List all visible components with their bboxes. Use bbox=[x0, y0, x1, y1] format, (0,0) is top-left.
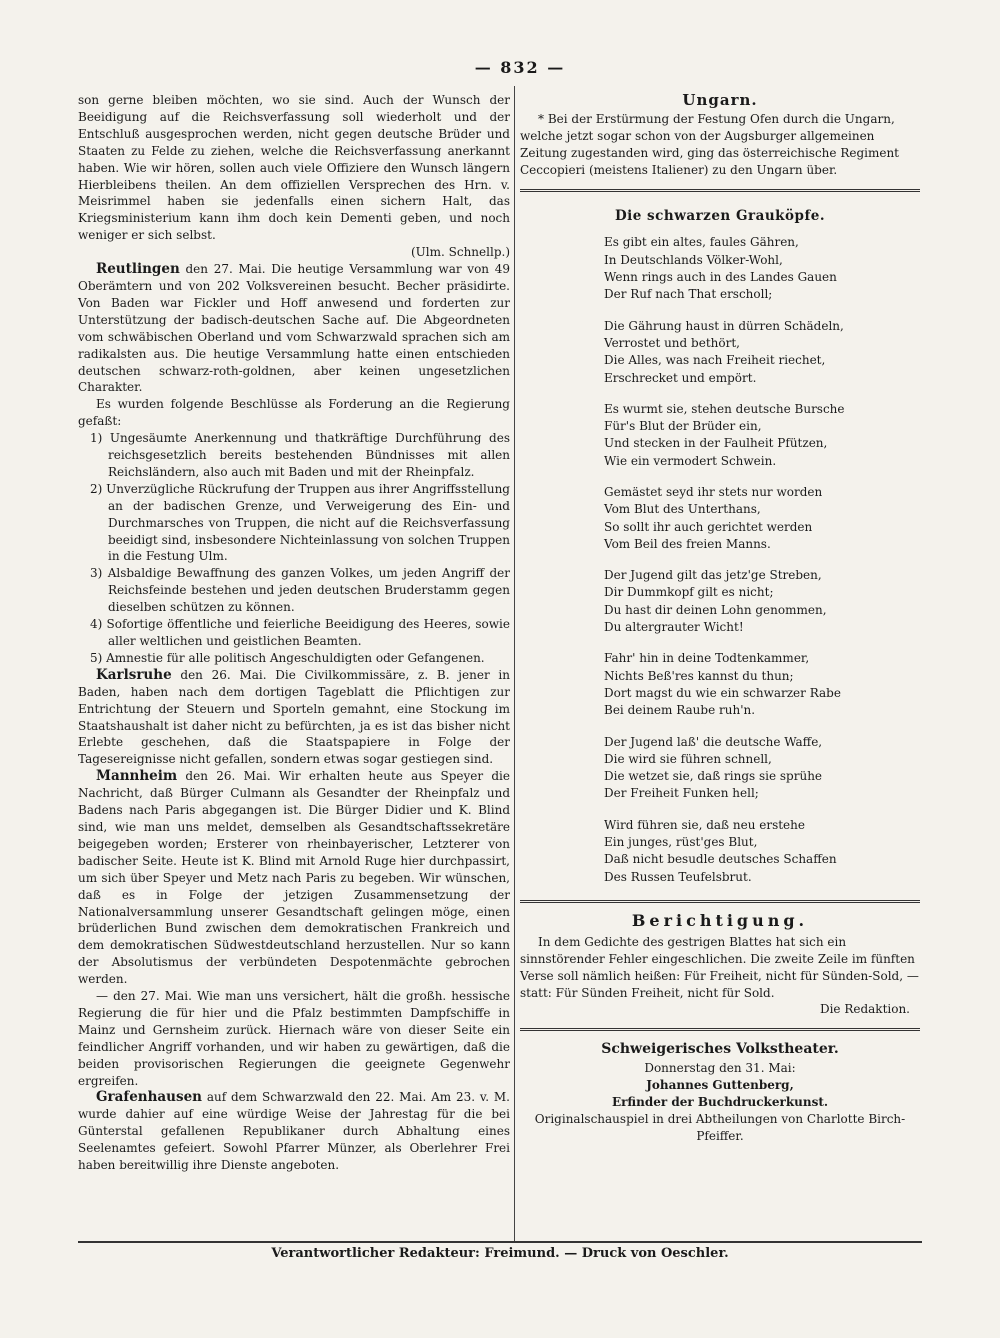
section-heading-ungarn: Ungarn. bbox=[682, 91, 758, 109]
poem-line: Erschrecket und empört. bbox=[604, 370, 757, 385]
poem-stanza bbox=[604, 318, 920, 387]
article-reutlingen: Reutlingen den 27. Mai. Die heutige Versammlung war von 49 Oberämtern und von 202 Volksvereinen besucht. Becher präsidirte. Von Baden war Fickler und Hoff anwesend und forderten zur Unterstützung der badisch-deutschen Sache auf. Die Abgeordneten vom schwäbischen Oberland und vom Schwarzwald sprachen sich am radikalsten aus. Die heutige Versammlung hatte einen entschieden deutschen schwarz-roth-goldnen, aber keinen ungesetzlichen Charakter. bbox=[78, 261, 510, 395]
poem-line: Bei deinem Raube ruh'n. bbox=[604, 703, 756, 718]
poem-line: Nichts Beß'res kannst du thun; bbox=[604, 668, 794, 683]
poem-line: Es wurmt sie, stehen deutsche Bursche bbox=[604, 401, 845, 416]
poem-line: Es gibt ein altes, faules Gähren, bbox=[604, 235, 799, 250]
poem-line: Fahr' hin in deine Todtenkammer, bbox=[604, 651, 810, 666]
resolutions-intro: Es wurden folgende Beschlüsse als Forderung an die Regierung gefaßt: bbox=[78, 397, 510, 429]
poem-stanza bbox=[604, 567, 920, 636]
poem-line: Wenn rings auch in des Landes Gauen bbox=[604, 270, 837, 285]
right-column bbox=[520, 92, 920, 1145]
page-number: — 832 — bbox=[474, 58, 566, 77]
poem-line: Ein junges, rüst'ges Blut, bbox=[604, 835, 758, 850]
poem-line: Für's Blut der Brüder ein, bbox=[604, 419, 762, 434]
poem-line: Der Freiheit Funken hell; bbox=[604, 786, 759, 801]
poem-line: Wie ein vermodert Schwein. bbox=[604, 453, 777, 468]
theater-play-subtitle: Erfinder der Buchdruckerkunst. bbox=[611, 1095, 829, 1110]
correction-signature: Die Redaktion. bbox=[819, 1002, 910, 1017]
poem-line: Vom Beil des freien Manns. bbox=[604, 536, 771, 551]
resolution-item: 2) Unverzügliche Rückrufung der Truppen aus ihrer Angriffsstellung an der badischen Grenze, und Verweigerung des Ein- und Durchmarsches von Truppen, die nicht auf die Reichsverfassung beeidigt sind, insbesondere Nichteinlassung von solchen Truppen in die Festung Ulm. bbox=[90, 481, 510, 564]
resolution-item: 1) Ungesäumte Anerkennung und thatkräftige Durchführung des reichsgesetzlich bereits bestehenden Bündnisses mit allen Reichsländern, also auch mit Baden und mit der Rheinpfalz. bbox=[90, 431, 510, 479]
poem-line: Die Alles, was nach Freiheit riechet, bbox=[604, 353, 826, 368]
theater-play-title: Johannes Guttenberg, bbox=[646, 1078, 794, 1093]
theater-date: Donnerstag den 31. Mai: bbox=[644, 1061, 796, 1076]
poem-stanza bbox=[604, 734, 920, 803]
poem-title: Die schwarzen Grauköpfe. bbox=[614, 207, 826, 224]
poem-stanza bbox=[604, 401, 920, 470]
poem-line: Der Jugend laß' die deutsche Waffe, bbox=[604, 734, 823, 749]
theater-description: Originalschauspiel in drei Abtheilungen von Charlotte Birch-Pfeiffer. bbox=[534, 1112, 906, 1143]
section-divider bbox=[520, 900, 920, 903]
source-note: (Ulm. Schnellp.) bbox=[411, 245, 510, 260]
section-divider bbox=[520, 1028, 920, 1031]
resolution-item: 5) Amnestie für alle politisch Angeschuldigten oder Gefangenen. bbox=[90, 650, 485, 665]
poem-line: Dort magst du wie ein schwarzer Rabe bbox=[604, 685, 841, 700]
poem-line: Gemästet seyd ihr stets nur worden bbox=[604, 485, 823, 499]
place-name: Mannheim bbox=[96, 768, 178, 785]
poem-line: Du altergrauter Wicht! bbox=[604, 620, 744, 635]
article-continuation: son gerne bleiben möchten, wo sie sind. Auch der Wunsch der Beeidigung auf die Reichsverfassung soll wiederholt und der Entschluß ausgesprochen werden, nicht gegen deutsche Brüder und Staaten zu Felde zu ziehen, welche die Reichsverfassung anerkannt haben. Wie wir hören, sollen auch viele Offiziere den Wunsch längern Hierbleibens theilen. An dem offiziellen Versprechen des Hrn. v. Meisrimmel haben sie jedenfalls einen sichern Halt, das Kriegsministerium kann ihm doch kein Dementi geben, und noch weniger er sich selbst. bbox=[78, 93, 510, 243]
resolution-item: 4) Sofortige öffentliche und feierliche Beeidigung des Heeres, sowie aller weltlichen und geistlichen Beamten. bbox=[90, 617, 510, 648]
poem-line: In Deutschlands Völker-Wohl, bbox=[604, 252, 783, 267]
section-heading-berichtigung: Berichtigung. bbox=[631, 910, 809, 930]
place-name: Grafenhausen bbox=[96, 1089, 202, 1106]
correction-notice: In dem Gedichte des gestrigen Blattes hat sich ein sinnstörender Fehler eingeschlichen. Die zweite Zeile im fünften Verse soll nämlich heißen: Für Freiheit, nicht für Sünden-Sold, — statt: Für Sünden Freiheit, nicht für Sold. bbox=[520, 934, 919, 1000]
poem-line: Wird führen sie, daß neu erstehe bbox=[604, 817, 805, 832]
footer-divider bbox=[78, 1241, 922, 1243]
poem-line: So sollt ihr auch gerichtet werden bbox=[604, 519, 813, 534]
poem-line: Vom Blut des Unterthans, bbox=[604, 502, 761, 517]
left-column bbox=[78, 92, 510, 1174]
poem-stanza bbox=[604, 650, 920, 719]
poem-line: Des Russen Teufelsbrut. bbox=[604, 869, 752, 884]
place-name: Reutlingen bbox=[96, 261, 180, 278]
place-name: Karlsruhe bbox=[96, 666, 172, 683]
poem-line: Die wetzet sie, daß rings sie sprühe bbox=[604, 769, 823, 784]
theater-title: Schweigerisches Volkstheater. bbox=[601, 1041, 839, 1058]
article-mannheim-2: — den 27. Mai. Wie man uns versichert, hält die großh. hessische Regierung die für hier und die Pfalz bestimmten Dampfschiffe in Mainz und Gernsheim zurück. Hiernach wäre von dieser Seite ein feindlicher Angriff vorhanden, und wir haben zu gewärtigen, daß die beiden provisorischen Regierungen die geeignete Gegenwehr ergreifen. bbox=[78, 989, 510, 1088]
resolution-item: 3) Alsbaldige Bewaffnung des ganzen Volkes, um jeden Angriff der Reichsfeinde bestehen und jeden deutschen Bruderstamm gegen dieselben schützen zu können. bbox=[90, 566, 510, 615]
poem-stanza bbox=[604, 817, 920, 886]
column-divider bbox=[514, 86, 515, 1241]
poem-stanza bbox=[604, 234, 920, 303]
article-karlsruhe: Karlsruhe den 26. Mai. Die Civilkommissäre, z. B. jener in Baden, haben nach dem dortigen Tageblatt die Pflichtigen zur Entrichtung der Steuern und Sporteln gemahnt, eine Stockung im Staatshaushalt ist daher nicht zu befürchten, ja es ist das bisher nicht Erlebte geschehen, daß die Staatspapiere in Folge der Tagesereignisse nicht gefallen, sondern etwas sogar gestiegen sind. bbox=[78, 666, 510, 767]
poem-line: Die wird sie führen schnell, bbox=[604, 751, 772, 766]
poem-line: Und stecken in der Faulheit Pfützen, bbox=[604, 436, 828, 451]
article-ungarn: * Bei der Erstürmung der Festung Ofen durch die Ungarn, welche jetzt sogar schon von der Augsburger allgemeinen Zeitung zugestanden wird, ging das österreichische Regiment Ceccopieri (meistens Italiener) zu den Ungarn über. bbox=[520, 111, 900, 177]
poem-line: Die Gährung haust in dürren Schädeln, bbox=[604, 318, 844, 333]
imprint-footer: Verantwortlicher Redakteur: Freimund. — Druck von Oeschler. bbox=[271, 1246, 729, 1261]
article-mannheim: Mannheim den 26. Mai. Wir erhalten heute aus Speyer die Nachricht, daß Bürger Culmann als Gesandter der Rheinpfalz und Badens nach Paris abgegangen ist. Die Bürger Didier und K. Blind sind, wie man uns meldet, demselben als Gesandtschaftssekretäre beigegeben worden; Ersterer von rheinbayerischer, Letzterer von badischer Seite. Heute ist K. Blind mit Arnold Ruge hier durchpassirt, um sich über Speyer und Metz nach Paris zu begeben. Wir wünschen, daß es in Folge der jetzigen Zusammensetzung der Nationalversammlung unserer Gesandtschaft gelingen möge, einen brüderlichen Bund zwischen dem demokratischen Frankreich und dem demokratischen Südwestdeutschland herzustellen. Nur so kann der Absolutismus der verbündeten Despotenmächte gebrochen werden. bbox=[78, 768, 510, 987]
poem-line: Der Jugend gilt das jetz'ge Streben, bbox=[604, 568, 822, 583]
article-grafenhausen: Grafenhausen auf dem Schwarzwald den 22. Mai. Am 23. v. M. wurde dahier auf eine würdige Weise der Jahrestag für die bei Günterstal gefallenen Republikaner durch Abhaltung eines Seelenamtes gefeiert. Sowohl Pfarrer Münzer, als Oberlehrer Frei haben bereitwillig ihre Dienste angeboten. bbox=[78, 1089, 510, 1173]
poem-line: Daß nicht besudle deutsches Schaffen bbox=[604, 852, 837, 867]
poem-line: Verrostet und bethört, bbox=[604, 335, 740, 350]
poem-stanza bbox=[604, 484, 920, 553]
poem bbox=[520, 234, 920, 886]
poem-line: Du hast dir deinen Lohn genommen, bbox=[604, 602, 827, 617]
section-divider bbox=[520, 189, 920, 192]
poem-line: Der Ruf nach That erscholl; bbox=[604, 287, 773, 302]
poem-line: Dir Dummkopf gilt es nicht; bbox=[604, 585, 774, 600]
